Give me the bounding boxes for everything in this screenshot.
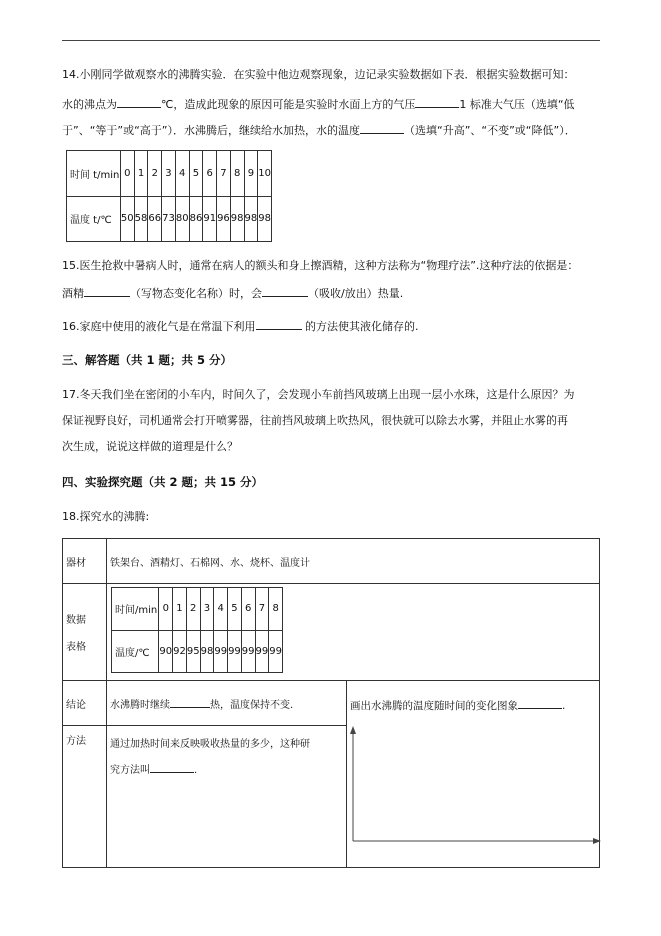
table-cell: 98 xyxy=(258,196,272,242)
q18-title: 18.探究水的沸腾: xyxy=(62,510,150,523)
table-cell: 98 xyxy=(244,196,258,242)
data-table-label-line: 表格 xyxy=(66,642,86,653)
table-cell: 73 xyxy=(162,196,176,242)
q14-boiling-point-blank[interactable] xyxy=(117,96,161,108)
q17-line-2: 保证视野良好，司机通常会打开喷雾器，往前挡风玻璃上吹热风，很快就可以除去水雾，并阻止水雾的再 xyxy=(62,414,568,427)
q14-line-2 xyxy=(62,96,575,112)
method-text: 究方法叫 xyxy=(110,765,150,776)
q15-text: （吸收/放出）热量. xyxy=(308,287,404,300)
q14-line-1: 14.小刚同学做观察水的沸腾实验．在实验中他边观察现象，边记录实验数据如下表．根据实验数据可知： xyxy=(62,68,575,81)
q17-line-3: 次生成，说说这样做的道理是什么？ xyxy=(62,440,238,453)
q14-line-3 xyxy=(62,122,576,138)
q14-pressure-blank[interactable] xyxy=(415,96,459,108)
q18-data-table xyxy=(111,587,283,673)
q16-text: 的方法使其液化储存的. xyxy=(301,320,419,333)
table-cell: 3 xyxy=(162,151,176,197)
table-row xyxy=(67,151,272,197)
q16-line-1 xyxy=(62,318,419,334)
table-cell: 80 xyxy=(175,196,189,242)
table-row xyxy=(67,196,272,242)
q14-text: ℃，造成此现象的原因可能是实验时水面上方的气压 xyxy=(161,98,416,111)
q17-line-1: 17.冬天我们坐在密闭的小车内，时间久了，会发现小车前挡风玻璃上出现一层小水珠，这是什么原因？为 xyxy=(62,388,575,401)
table-cell: 1 xyxy=(173,588,187,631)
table-row-label: 时间 t/min xyxy=(67,151,121,197)
q15-text: （写物态变化名称）时，会 xyxy=(130,287,262,300)
table-cell: 50 xyxy=(120,196,134,242)
table-cell: 4 xyxy=(175,151,189,197)
table-cell: 2 xyxy=(148,151,162,197)
table-cell: 86 xyxy=(189,196,203,242)
graph-cell xyxy=(347,681,600,868)
table-row xyxy=(63,539,600,584)
q14-temperature-blank[interactable] xyxy=(360,122,404,134)
table-cell: 9 xyxy=(244,151,258,197)
table-cell: 91 xyxy=(203,196,217,242)
table-cell: 8 xyxy=(230,151,244,197)
graph-prompt-text: . xyxy=(562,700,566,712)
equipment-label: 器材 xyxy=(63,539,107,584)
table-cell: 8 xyxy=(269,588,283,631)
q14-text: （选填“升高”、“不变”或“降低”）． xyxy=(404,124,576,137)
table-row xyxy=(112,588,283,631)
table-cell: 0 xyxy=(120,151,134,197)
table-cell: 7 xyxy=(217,151,231,197)
table-cell: 98 xyxy=(230,196,244,242)
data-table-label xyxy=(63,584,107,681)
table-cell: 92 xyxy=(173,630,187,673)
section-3-heading: 三、解答题（共 1 题；共 5 分） xyxy=(62,353,233,367)
q16-method-blank[interactable] xyxy=(256,318,302,330)
q15-state-change-blank[interactable] xyxy=(84,285,130,297)
table-cell: 99 xyxy=(269,630,283,673)
table-row xyxy=(63,584,600,681)
method-text: . xyxy=(194,765,198,776)
graph-prompt-text: 画出水沸腾的温度随时间的变化图象 xyxy=(350,700,518,712)
table-cell: 6 xyxy=(241,588,255,631)
table-row-label: 温度 t/℃ xyxy=(67,196,121,242)
q15-heat-blank[interactable] xyxy=(262,285,308,297)
table-cell: 10 xyxy=(258,151,272,197)
q14-data-table xyxy=(66,150,272,242)
table-cell: 4 xyxy=(214,588,228,631)
data-table-cell xyxy=(107,584,600,681)
table-cell: 95 xyxy=(186,630,200,673)
table-cell: 99 xyxy=(255,630,269,673)
conclusion-blank[interactable] xyxy=(170,696,210,708)
table-row-label: 时间/min xyxy=(112,588,159,631)
table-cell: 6 xyxy=(203,151,217,197)
x-axis-arrow-icon xyxy=(593,838,601,844)
method-cell xyxy=(107,726,347,868)
y-axis-arrow-icon xyxy=(350,726,356,734)
table-cell: 99 xyxy=(214,630,228,673)
section-4-heading: 四、实验探究题（共 2 题；共 15 分） xyxy=(62,475,264,489)
table-cell: 1 xyxy=(134,151,148,197)
table-cell: 58 xyxy=(134,196,148,242)
conclusion-cell xyxy=(107,681,347,726)
method-label: 方法 xyxy=(63,726,107,868)
table-cell: 96 xyxy=(217,196,231,242)
table-row-label: 温度/℃ xyxy=(112,630,159,673)
table-cell: 5 xyxy=(228,588,242,631)
data-table-label-line: 数据 xyxy=(66,615,86,626)
q18-experiment-table xyxy=(62,538,600,868)
table-row xyxy=(63,681,600,726)
conclusion-label: 结论 xyxy=(63,681,107,726)
table-cell: 5 xyxy=(189,151,203,197)
table-cell: 7 xyxy=(255,588,269,631)
q15-text: 酒精 xyxy=(62,287,84,300)
q15-line-2 xyxy=(62,285,403,301)
q14-text: 1 标准大气压（选填“低 xyxy=(459,98,575,111)
table-cell: 98 xyxy=(200,630,214,673)
conclusion-text: 水沸腾时继续 xyxy=(110,699,170,711)
method-line: 通过加热时间来反映吸收热量的多少，这种研 xyxy=(110,739,310,750)
header-rule xyxy=(62,40,600,41)
method-line xyxy=(110,758,346,784)
table-cell: 99 xyxy=(228,630,242,673)
q16-text: 16.家庭中使用的液化气是在常温下利用 xyxy=(62,320,256,333)
q14-text: 于”、“等于”或“高于”）．水沸腾后，继续给水加热，水的温度 xyxy=(62,124,360,137)
conclusion-text: 热，温度保持不变. xyxy=(210,699,294,711)
table-row xyxy=(112,630,283,673)
graph-axes[interactable] xyxy=(347,681,605,871)
q14-text: 水的沸点为 xyxy=(62,98,117,111)
table-cell: 3 xyxy=(200,588,214,631)
table-cell: 90 xyxy=(159,630,173,673)
table-cell: 99 xyxy=(241,630,255,673)
table-cell: 2 xyxy=(186,588,200,631)
method-blank[interactable] xyxy=(150,761,194,773)
q15-line-1: 15.医生抢救中暑病人时，通常在病人的额头和身上擦酒精，这种方法称为“物理疗法”.这种疗法的依据是： xyxy=(62,259,579,272)
table-cell: 0 xyxy=(159,588,173,631)
equipment-value: 铁架台、酒精灯、石棉网、水、烧杯、温度计 xyxy=(107,539,600,584)
table-cell: 66 xyxy=(148,196,162,242)
